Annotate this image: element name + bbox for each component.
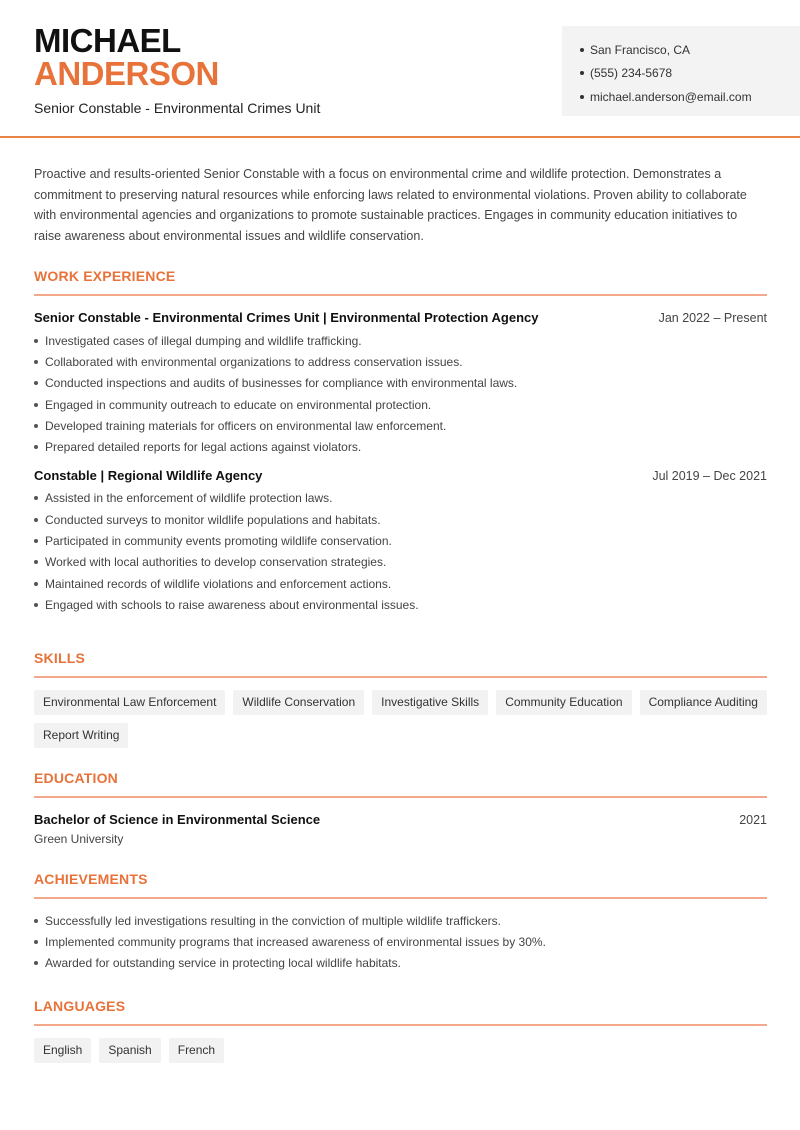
skill-tag: Environmental Law Enforcement xyxy=(34,690,225,715)
school-name: Green University xyxy=(34,832,124,846)
skill-tag: Investigative Skills xyxy=(372,690,488,715)
section-title-languages: LANGUAGES xyxy=(34,998,126,1014)
section-divider xyxy=(34,676,767,678)
bullet-icon xyxy=(34,539,38,543)
summary: Proactive and results-oriented Senior Constable with a focus on environmental crime and wildlife protection. Demonstrates a commitment to preserving natural resources while enforcing laws related to environmental violations. Proven ability to collaborate with environmental agencies and organizations to promote sustainable practices. Engages in community education initiatives to raise awareness about environmental issues and wildlife conservation. xyxy=(34,167,747,243)
list-item: Conducted surveys to monitor wildlife populations and habitats. xyxy=(34,509,767,530)
bullet-icon xyxy=(34,424,38,428)
language-tag: English xyxy=(34,1038,91,1063)
email-text: michael.anderson@email.com xyxy=(590,89,752,104)
bullet-icon xyxy=(34,445,38,449)
list-item: Awarded for outstanding service in protecting local wildlife habitats. xyxy=(34,953,767,974)
degree: Bachelor of Science in Environmental Science xyxy=(34,812,321,827)
job-role: Senior Constable - Environmental Crimes Unit | Environmental Protection Agency xyxy=(34,310,539,325)
section-title-work: WORK EXPERIENCE xyxy=(34,268,176,284)
achievements-section xyxy=(34,871,767,974)
contact-box xyxy=(562,26,800,116)
last-name: ANDERSON xyxy=(34,55,219,92)
job-title: Senior Constable - Environmental Crimes Unit xyxy=(34,100,321,116)
list-item: Prepared detailed reports for legal actions against violators. xyxy=(34,436,767,457)
list-item: Engaged with schools to raise awareness about environmental issues. xyxy=(34,594,767,615)
skills-tags xyxy=(34,690,767,748)
location-text: San Francisco, CA xyxy=(590,42,691,57)
list-item: Developed training materials for officers on environmental law enforcement. xyxy=(34,415,767,436)
bullet-icon xyxy=(34,403,38,407)
skill-tag: Report Writing xyxy=(34,723,128,748)
bullet-icon xyxy=(34,961,38,965)
bullet-icon xyxy=(34,381,38,385)
achievement-bullets xyxy=(34,910,767,974)
language-tags xyxy=(34,1038,767,1063)
job-role: Constable | Regional Wildlife Agency xyxy=(34,467,263,483)
education-section xyxy=(34,770,767,846)
job-dates: Jul 2019 – Dec 2021 xyxy=(652,468,767,483)
list-item: Participated in community events promoting wildlife conservation. xyxy=(34,530,767,551)
bullet-icon xyxy=(34,518,38,522)
list-item: Conducted inspections and audits of businesses for compliance with environmental laws. xyxy=(34,373,767,394)
graduation-year: 2021 xyxy=(739,813,767,827)
language-tag: Spanish xyxy=(99,1038,160,1063)
section-divider xyxy=(34,897,767,899)
skills-section xyxy=(34,650,767,748)
languages-section xyxy=(34,998,767,1063)
job-bullets xyxy=(34,330,767,458)
contact-email xyxy=(580,85,800,109)
list-item: Collaborated with environmental organizations to address conservation issues. xyxy=(34,351,767,372)
bullet-icon xyxy=(34,560,38,564)
list-item: Successfully led investigations resulting in the conviction of multiple wildlife traffickers. xyxy=(34,910,767,931)
job-entry xyxy=(34,468,767,616)
contact-location xyxy=(580,38,800,62)
section-divider xyxy=(34,294,767,296)
skill-tag: Wildlife Conservation xyxy=(233,690,364,715)
section-title-achievements: ACHIEVEMENTS xyxy=(34,871,148,887)
list-item: Engaged in community outreach to educate on environmental protection. xyxy=(34,394,767,415)
list-item: Maintained records of wildlife violations and enforcement actions. xyxy=(34,573,767,594)
bullet-icon xyxy=(34,603,38,607)
bullet-icon xyxy=(580,48,584,52)
job-dates: Jan 2022 – Present xyxy=(658,311,767,325)
list-item: Worked with local authorities to develop conservation strategies. xyxy=(34,552,767,573)
bullet-icon xyxy=(34,360,38,364)
skill-tag: Compliance Auditing xyxy=(640,690,767,715)
bullet-icon xyxy=(34,582,38,586)
first-name: MICHAEL xyxy=(34,22,181,59)
job-entry xyxy=(34,310,767,458)
phone-text: (555) 234-5678 xyxy=(590,66,673,81)
list-item: Assisted in the enforcement of wildlife protection laws. xyxy=(34,488,767,509)
bullet-icon xyxy=(34,919,38,923)
section-title-education: EDUCATION xyxy=(34,770,118,786)
section-divider xyxy=(34,1024,767,1026)
section-title-skills: SKILLS xyxy=(34,650,85,666)
bullet-icon xyxy=(580,71,584,75)
list-item: Investigated cases of illegal dumping and wildlife trafficking. xyxy=(34,330,767,351)
language-tag: French xyxy=(169,1038,224,1063)
bullet-icon xyxy=(34,940,38,944)
resume-header xyxy=(0,0,800,138)
section-divider xyxy=(34,796,767,798)
job-bullets xyxy=(34,488,767,616)
bullet-icon xyxy=(34,339,38,343)
bullet-icon xyxy=(580,95,584,99)
work-experience-section xyxy=(34,268,767,616)
list-item: Implemented community programs that increased awareness of environmental issues by 30%. xyxy=(34,931,767,952)
skill-tag: Community Education xyxy=(496,690,631,715)
contact-phone xyxy=(580,62,800,86)
bullet-icon xyxy=(34,496,38,500)
